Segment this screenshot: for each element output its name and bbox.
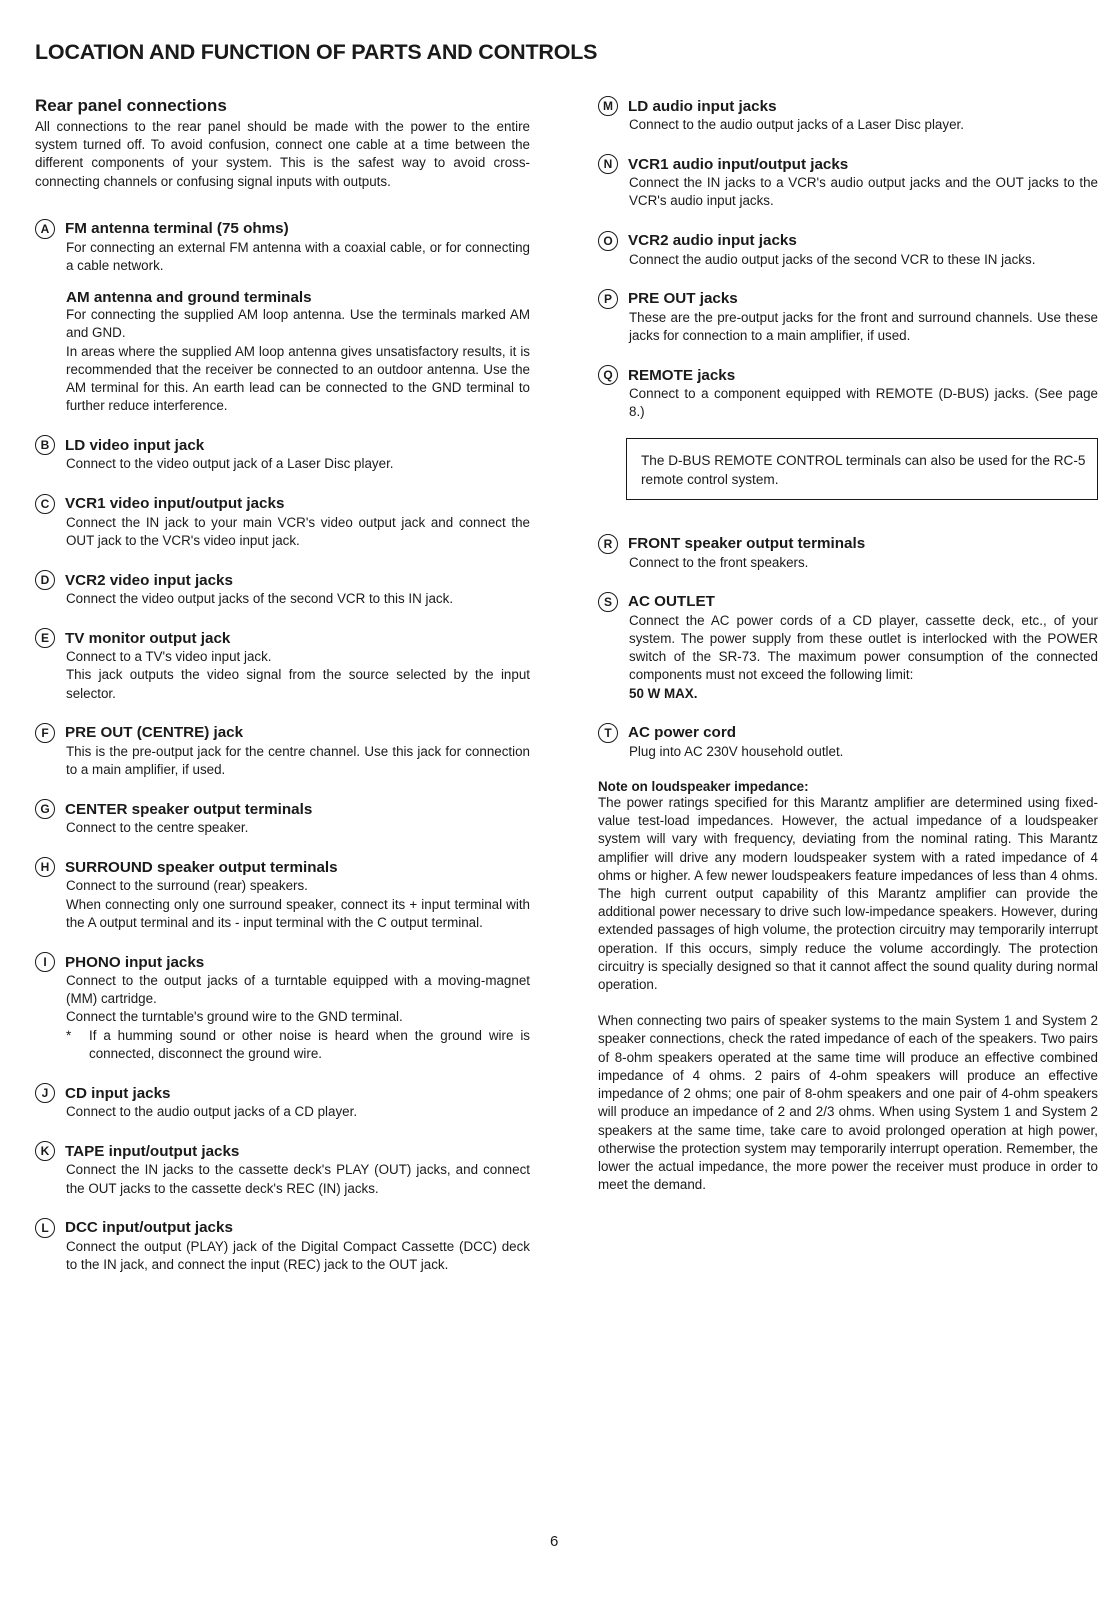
item-text: This jack outputs the video signal from the source selected by the input selector. [66,667,530,701]
bullet-text: If a humming sound or other noise is heard when the ground wire is connected, disconnect the ground wire. [89,1027,530,1061]
item-i [35,952,530,1063]
impedance-paragraph: The power ratings specified for this Marantz amplifier are determined using fixed-value test-load impedances. However, the actual impedance of a loudspeaker system will vary with frequency, deviating from the nominal rating. This Marantz amplifier will drive any modern loudspeaker system with a rated impedance of 4 ohms or higher. A few newer loudspeakers feature impedances of less than 4 ohms. The high current output capability of this Marantz amplifier can provide the additional power necessary to drive such low-impedance speakers. However, during extended passages of high volume, the protection circuitry may temporarily interrupt operation. If this occurs, simply reduce the volume accordingly. The protection circuitry is specially designed so that it cannot affect the sound quality during normal operation. [598,795,1098,993]
item-n [598,154,1098,210]
item-o [598,231,1098,269]
impedance-note-title: Note on loudspeaker impedance: [598,779,809,795]
item-title: PRE OUT jacks [628,290,738,308]
item-text: Connect the IN jack to your main VCR's video output jack and connect the OUT jack to the VCR's video input jack. [66,514,530,548]
item-r [598,534,1098,572]
item-letter: M [598,96,618,116]
item-letter: B [35,435,55,455]
power-limit: 50 W MAX. [629,685,698,701]
item-title: FM antenna terminal (75 ohms) [65,220,289,238]
item-text: Connect to a TV's video input jack. [66,649,272,665]
item-text: Connect the AC power cords of a CD player, cassette deck, etc., of your system. The power supply from these outlet is interlocked with the POWER switch of the SR-73. The maximum power consumption of the connected components must not exceed the following limit: [629,612,1098,683]
item-title: TAPE input/output jacks [65,1142,240,1160]
intro-section [35,96,530,191]
item-text: Connect the IN jacks to the cassette deck's PLAY (OUT) jacks, and connect the OUT jacks to the cassette deck's REC (IN) jacks. [66,1162,530,1196]
item-title: VCR1 video input/output jacks [65,495,285,513]
item-text: Connect to the surround (rear) speakers. [66,878,308,894]
bullet-mark: * [66,1027,72,1043]
item-title: DCC input/output jacks [65,1219,233,1237]
item-text: For connecting the supplied AM loop antenna. Use the terminals marked AM and GND. [66,307,530,341]
item-title: VCR1 audio input/output jacks [628,155,849,173]
item-letter: K [35,1141,55,1161]
item-text: This is the pre-output jack for the centre channel. Use this jack for connection to a main amplifier, if used. [66,743,530,778]
item-text: Connect the IN jacks to a VCR's audio output jacks and the OUT jacks to the VCR's audio input jacks. [629,175,1098,209]
item-title: FRONT speaker output terminals [628,535,866,553]
item-l [35,1218,530,1274]
item-b [35,435,530,473]
intro-text: All connections to the rear panel should be made with the power to the entire system turned off. To avoid confusion, connect one cable at a time between the different components of your system. This is the safest way to avoid cross-connecting channels or confusing signal inputs with outputs. [35,119,530,189]
item-title: PRE OUT (CENTRE) jack [65,724,244,742]
right-column [598,96,1098,1194]
item-text: For connecting an external FM antenna with a coaxial cable, or for connecting a cable network. [66,239,530,274]
item-t [598,723,1098,761]
item-letter: A [35,219,55,239]
item-subtitle: AM antenna and ground terminals [66,289,312,307]
item-text: Connect to the audio output jacks of a Laser Disc player. [629,117,964,132]
item-text: Connect the audio output jacks of the second VCR to these IN jacks. [629,251,1036,267]
item-k [35,1141,530,1197]
item-text: Connect to the front speakers. [629,554,809,570]
item-title: TV monitor output jack [65,629,231,647]
item-s [598,592,1098,703]
item-text: Connect to the centre speaker. [66,820,249,836]
page-number: 6 [550,1533,559,1550]
item-text: Plug into AC 230V household outlet. [629,743,844,759]
item-letter: I [35,952,55,972]
item-letter: Q [598,365,618,385]
item-a [35,219,530,416]
item-j [35,1083,530,1121]
impedance-note [598,779,1098,1194]
page-title: LOCATION AND FUNCTION OF PARTS AND CONTROLS [35,40,598,64]
item-title: CENTER speaker output terminals [65,800,313,818]
item-h [35,857,530,932]
item-letter: H [35,857,55,877]
item-letter: D [35,570,55,590]
impedance-paragraph: When connecting two pairs of speaker systems to the main System 1 and System 2 speaker connections, check the rated impedance of each of the speakers. Two pairs of 8-ohm speakers operated at the same time will produce an effective combined impedance of 4 ohms. 2 pairs of 4-ohm speakers will produce an effective impedance of 2 ohms; one pair of 8-ohm speakers and one pair of 4-ohm speakers will produce an impedance of 2 and 2/3 ohms. When using System 1 and System 2 speakers at the same time, take care to avoid prolonged operation at high power, otherwise the protection system may temporarily interrupt operation. Remember, the lower the actual impedance, the more power the receiver must produce in order to meet the demand. [598,1013,1098,1193]
item-text: When connecting only one surround speaker, connect its + input terminal with the A output terminal and its - input terminal with the C output terminal. [66,896,530,930]
item-text: These are the pre-output jacks for the front and surround channels. Use these jacks for connection to a main amplifier, if used. [629,309,1098,344]
item-c [35,494,530,550]
item-letter: P [598,289,618,309]
item-letter: J [35,1083,55,1103]
item-e [35,628,530,703]
section-title: Rear panel connections [35,96,227,115]
item-title: AC power cord [628,724,737,742]
item-text: Connect to the audio output jacks of a CD player. [66,1104,358,1120]
item-text: Connect the turntable's ground wire to the GND terminal. [66,1009,403,1025]
item-letter: T [598,723,618,743]
item-title: SURROUND speaker output terminals [65,858,338,876]
item-m [598,96,1098,134]
item-letter: R [598,534,618,554]
bullet-note [35,1027,530,1063]
item-letter: F [35,723,55,743]
item-d [35,570,530,608]
item-title: AC OUTLET [628,593,715,611]
dbus-note-text: The D-BUS REMOTE CONTROL terminals can also be used for the RC-5 remote control system. [641,452,1086,487]
item-letter: E [35,628,55,648]
item-letter: N [598,154,618,174]
item-letter: G [35,799,55,819]
item-text: Connect to a component equipped with REMOTE (D-BUS) jacks. (See page 8.) [629,386,1098,420]
item-title: VCR2 audio input jacks [628,232,797,250]
item-text: In areas where the supplied AM loop antenna gives unsatisfactory results, it is recommended that the receiver be connected to an outdoor antenna. Use the AM terminal for this. An earth lead can be connected to the GND terminal to further reduce interference. [66,343,530,414]
item-letter: L [35,1218,55,1238]
item-title: LD audio input jacks [628,97,777,115]
item-title: VCR2 video input jacks [65,571,233,589]
item-g [35,799,530,837]
dbus-note-box [626,438,1098,500]
item-title: REMOTE jacks [628,366,736,384]
item-text: Connect the video output jacks of the second VCR to this IN jack. [66,591,454,607]
item-p [598,289,1098,345]
item-title: PHONO input jacks [65,953,205,971]
left-column [35,96,530,1274]
item-f [35,723,530,779]
item-letter: O [598,231,618,251]
item-text: Connect to the output jacks of a turntable equipped with a moving-magnet (MM) cartridge. [66,973,530,1007]
item-title: LD video input jack [65,436,205,454]
item-text: Connect the output (PLAY) jack of the Digital Compact Cassette (DCC) deck to the IN jack, and connect the input (REC) jack to the OUT jack. [66,1238,530,1272]
item-letter: C [35,494,55,514]
item-text: Connect to the video output jack of a Laser Disc player. [66,456,394,472]
item-title: CD input jacks [65,1084,171,1102]
item-q [598,365,1098,421]
item-letter: S [598,592,618,612]
